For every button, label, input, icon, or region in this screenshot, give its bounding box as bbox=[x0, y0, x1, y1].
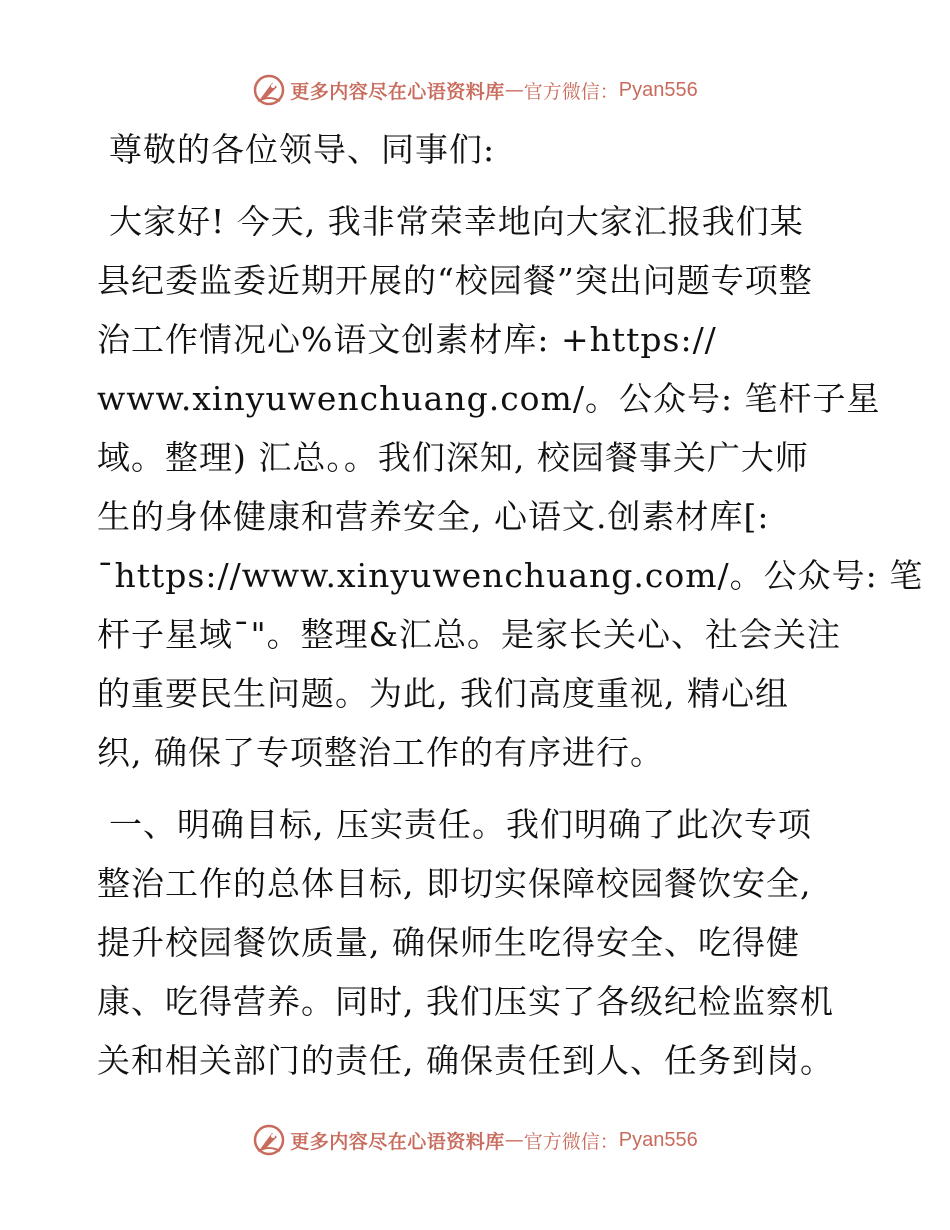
watermark-separator: — bbox=[504, 79, 524, 101]
watermark-channel: 官方微信： bbox=[523, 80, 619, 103]
watermark-channel: 官方微信： bbox=[523, 1130, 619, 1153]
paragraph-line: ¯https://www.xinyuwenchuang.com/。公众号: 笔 bbox=[97, 556, 924, 595]
header-watermark bbox=[0, 70, 950, 110]
pen-nib-logo-icon bbox=[252, 73, 286, 107]
pen-nib-logo-icon bbox=[252, 1123, 286, 1157]
document-body bbox=[97, 120, 924, 1090]
paragraph-intro bbox=[97, 192, 924, 782]
paragraph-section-one bbox=[97, 795, 857, 1090]
paragraph-line: 域。整理) 汇总。。我们深知, 校园餐事关广大师 bbox=[97, 438, 809, 477]
watermark-account: Pyan556 bbox=[618, 1128, 698, 1151]
paragraph-line: 织, 确保了专项整治工作的有序进行。 bbox=[97, 733, 664, 772]
paragraph-line: 提升校园餐饮质量, 确保师生吃得安全、吃得健 bbox=[97, 923, 800, 962]
greeting bbox=[97, 120, 857, 179]
paragraph-line: 县纪委监委近期开展的“校园餐”突出问题专项整 bbox=[97, 261, 813, 300]
greeting-line: 尊敬的各位领导、同事们: bbox=[109, 130, 496, 169]
footer-watermark bbox=[0, 1120, 950, 1160]
paragraph-line: 的重要民生问题。为此, 我们高度重视, 精心组 bbox=[97, 674, 789, 713]
paragraph-line: 治工作情况心%语文创素材库: +https:// bbox=[97, 320, 717, 359]
watermark-brand: 更多内容尽在心语资料库 bbox=[290, 80, 505, 103]
paragraph-line: 康、吃得营养。同时, 我们压实了各级纪检监察机 bbox=[97, 982, 834, 1021]
watermark-separator: — bbox=[504, 1129, 524, 1151]
watermark-account: Pyan556 bbox=[618, 78, 698, 101]
paragraph-line: 关和相关部门的责任, 确保责任到人、任务到岗。 bbox=[97, 1041, 834, 1080]
watermark-brand: 更多内容尽在心语资料库 bbox=[290, 1130, 505, 1153]
paragraph-line: 生的身体健康和营养安全, 心语文.创素材库[: bbox=[97, 497, 770, 536]
paragraph-line: 杆子星域¯"。整理&汇总。是家长关心、社会关注 bbox=[97, 615, 842, 654]
paragraph-line: 整治工作的总体目标, 即切实保障校园餐饮安全, bbox=[97, 864, 812, 903]
paragraph-line: 一、明确目标, 压实责任。我们明确了此次专项 bbox=[109, 805, 812, 844]
paragraph-line: 大家好! 今天, 我非常荣幸地向大家汇报我们某 bbox=[109, 202, 804, 241]
paragraph-line: www.xinyuwenchuang.com/。公众号: 笔杆子星 bbox=[97, 379, 881, 418]
